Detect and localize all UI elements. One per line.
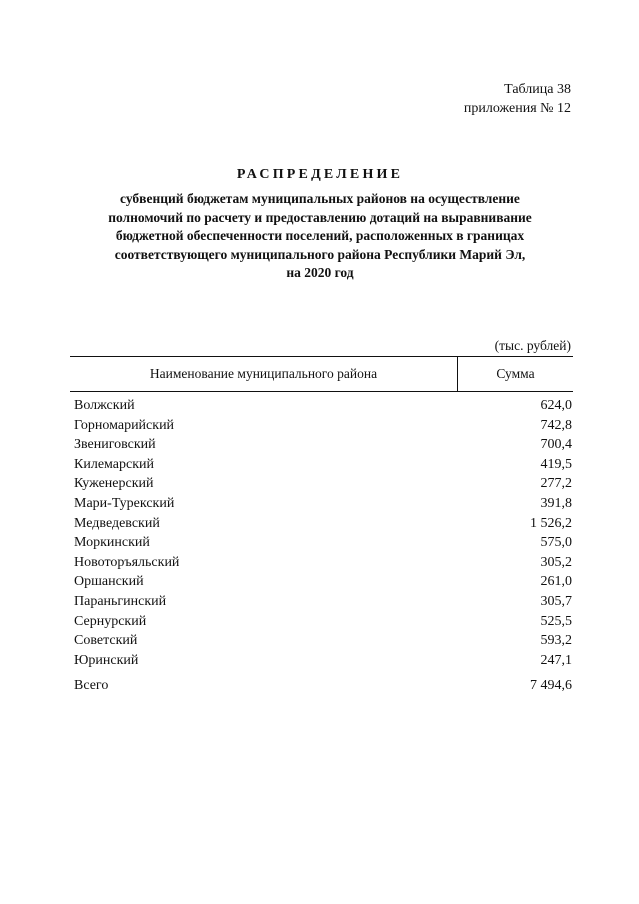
table-reference (464, 80, 571, 118)
table-row (74, 651, 572, 671)
table-row (74, 514, 572, 534)
district-name: Сернурский (74, 613, 147, 629)
subtitle-line: на 2020 год (286, 265, 354, 280)
district-sum: 1 526,2 (530, 515, 572, 531)
district-sum: 261,0 (540, 574, 572, 590)
table-row (74, 612, 572, 632)
district-name: Юринский (74, 652, 139, 668)
column-header-name: Наименование муниципального района (70, 357, 458, 391)
table-body (74, 396, 572, 696)
table-row (74, 455, 572, 475)
table-row (74, 592, 572, 612)
total-label: Всего (74, 678, 109, 694)
district-name: Звениговский (74, 437, 156, 453)
district-name: Моркинский (74, 535, 150, 551)
total-sum: 7 494,6 (530, 678, 572, 694)
column-header-sum: Сумма (496, 366, 535, 381)
district-name: Оршанский (74, 574, 144, 590)
district-name: Параньгинский (74, 593, 167, 609)
district-sum: 742,8 (540, 417, 572, 433)
district-name: Куженерский (74, 476, 154, 492)
document-subtitle (70, 190, 570, 283)
subtitle-line: субвенций бюджетам муниципальных районов на осуществление (120, 191, 520, 206)
document-heading (70, 166, 570, 283)
district-name: Волжский (74, 398, 135, 413)
district-name: Горномарийский (74, 417, 175, 433)
table-row (74, 631, 572, 651)
district-name: Советский (74, 633, 138, 649)
subtitle-line: полномочий по расчету и предоставлению дотаций на выравнивание (108, 209, 532, 225)
district-sum: 593,2 (540, 633, 572, 649)
table-row (74, 553, 572, 573)
district-sum: 525,5 (540, 613, 572, 629)
district-sum: 305,2 (540, 554, 572, 570)
table-row (74, 474, 572, 494)
table-row (74, 572, 572, 592)
district-sum: 700,4 (540, 437, 572, 453)
district-sum: 575,0 (540, 535, 572, 551)
district-sum: 391,8 (540, 495, 572, 511)
district-sum: 247,1 (540, 652, 572, 668)
district-name: Мари-Турекский (74, 495, 175, 511)
table-number: Таблица 38 (504, 82, 571, 97)
district-sum: 419,5 (540, 456, 572, 472)
table-row (74, 435, 572, 455)
document-title: РАСПРЕДЕЛЕНИЕ (236, 167, 404, 182)
table-row (74, 494, 572, 514)
district-name: Килемарский (74, 456, 155, 472)
subtitle-line: соответствующего муниципального района Республики Марий Эл, (114, 246, 526, 262)
appendix-number: приложения № 12 (463, 101, 571, 116)
district-name: Новоторъяльский (74, 554, 180, 570)
table-header (70, 356, 573, 392)
district-sum: 277,2 (540, 476, 572, 492)
total-row (74, 676, 572, 696)
district-name: Медведевский (74, 515, 160, 531)
table-row (74, 396, 572, 416)
district-sum: 305,7 (540, 593, 572, 609)
subtitle-line: бюджетной обеспеченности поселений, расположенных в границах (115, 228, 525, 243)
table-row (74, 533, 572, 553)
table-row (74, 416, 572, 436)
units-label: (тыс. рублей) (494, 338, 571, 353)
district-sum: 624,0 (540, 398, 572, 413)
